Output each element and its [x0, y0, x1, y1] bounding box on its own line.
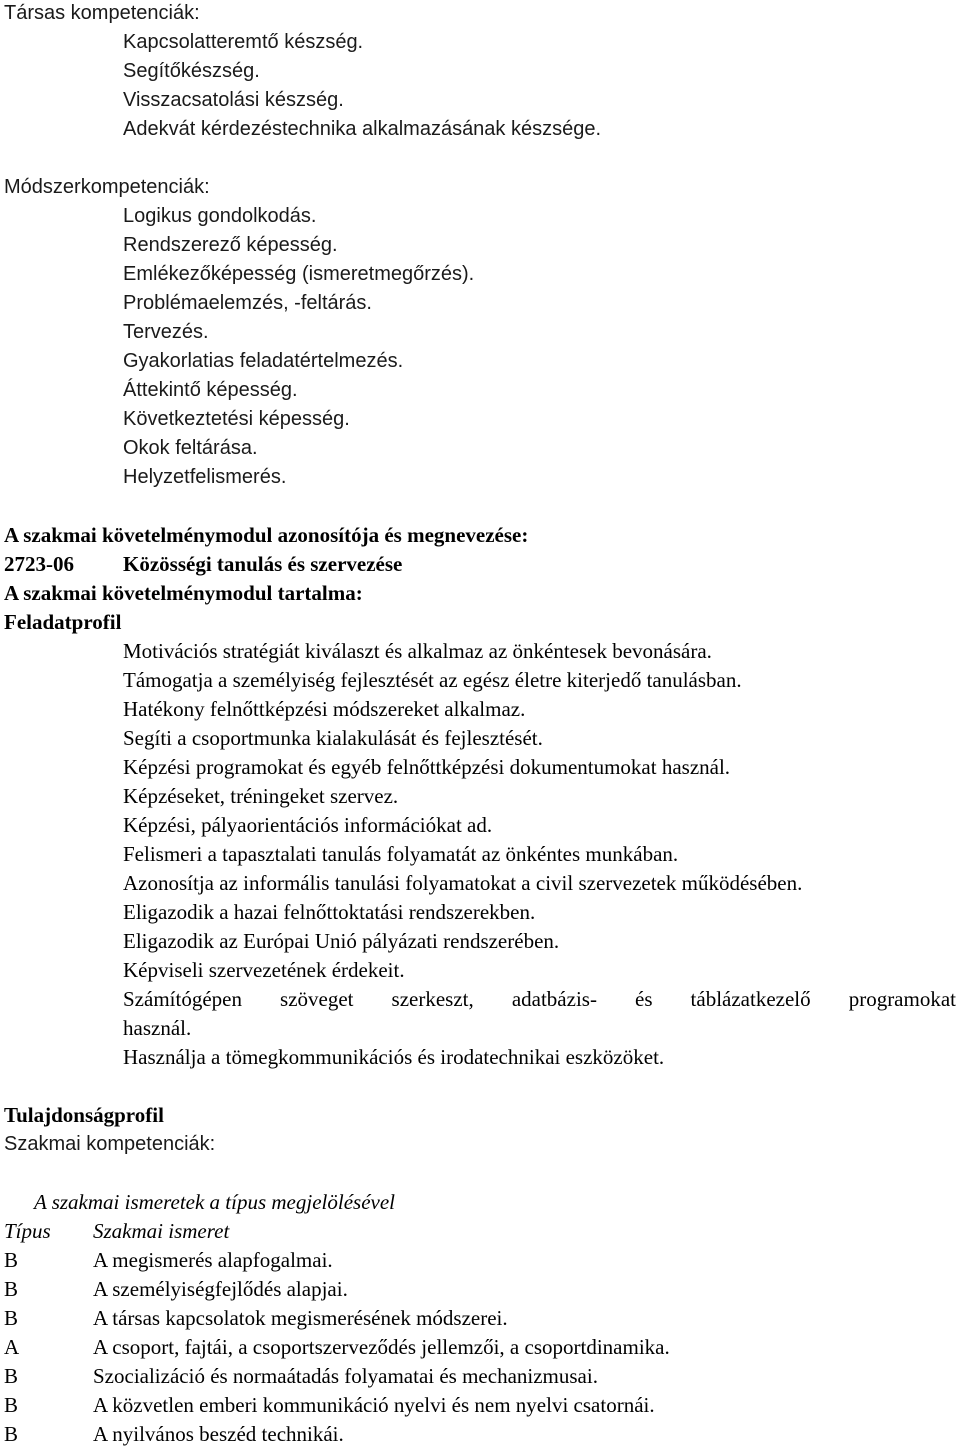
table-header-type: Típus [4, 1219, 51, 1243]
method-competence-item: Rendszerező képesség. [123, 234, 338, 256]
task-item: Azonosítja az informális tanulási folyamatokat a civil szervezetek működésében. [123, 871, 803, 895]
row-type: B [4, 1306, 19, 1330]
task-item: Hatékony felnőttképzési módszereket alkalmaz. [123, 697, 526, 721]
task-item: Felismeri a tapasztalati tanulás folyamatát az önkéntes munkában. [123, 842, 679, 866]
row-type: A [4, 1335, 20, 1359]
method-competence-item: Tervezés. [123, 321, 209, 343]
task-item: Eligazodik a hazai felnőttoktatási rendszerekben. [123, 900, 536, 924]
row-knowledge: A társas kapcsolatok megismerésének módszerei. [93, 1306, 508, 1330]
task-item: Képzési programokat és egyéb felnőttképzési dokumentumokat használ. [123, 755, 731, 779]
social-competence-item: Visszacsatolási készség. [123, 89, 344, 111]
method-competence-item: Logikus gondolkodás. [123, 205, 317, 227]
task-item: Képzéseket, tréningeket szervez. [123, 784, 399, 808]
method-competences-heading: Módszerkompetenciák: [4, 176, 210, 198]
row-type: B [4, 1248, 19, 1272]
method-competence-item: Problémaelemzés, -feltárás. [123, 292, 372, 314]
module-content-heading: A szakmai követelménymodul tartalma: [4, 581, 363, 605]
task-item: Motivációs stratégiát kiválaszt és alkalmaz az önkéntesek bevonására. [123, 639, 712, 663]
task-item: Képzési, pályaorientációs információkat ad. [123, 813, 493, 837]
row-type: B [4, 1277, 19, 1301]
task-item: Segíti a csoportmunka kialakulását és fejlesztését. [123, 726, 543, 750]
task-item: Támogatja a személyiség fejlesztését az egész életre kiterjedő tanulásban. [123, 668, 742, 692]
task-item-long-line2: használ. [123, 1016, 192, 1040]
module-name: Közösségi tanulás és szervezése [123, 552, 403, 576]
row-type: B [4, 1393, 19, 1417]
method-competence-item: Okok feltárása. [123, 437, 258, 459]
method-competence-item: Helyzetfelismerés. [123, 466, 287, 488]
task-profile-heading: Feladatprofil [4, 610, 122, 634]
row-knowledge: Szocializáció és normaátadás folyamatai és mechanizmusai. [93, 1364, 598, 1388]
task-item-long-line1: Számítógépen szöveget szerkeszt, adatbázis- és táblázatkezelő programokat [123, 987, 956, 1011]
social-competence-item: Segítőkészség. [123, 60, 260, 82]
task-item: Eligazodik az Európai Unió pályázati rendszerében. [123, 929, 560, 953]
module-id-heading: A szakmai követelménymodul azonosítója és megnevezése: [4, 523, 529, 547]
task-item: Képviseli szervezetének érdekeit. [123, 958, 405, 982]
row-knowledge: A közvetlen emberi kommunikáció nyelvi és nem nyelvi csatornái. [93, 1393, 655, 1417]
knowledge-table-caption: A szakmai ismeretek a típus megjelölésével [34, 1190, 395, 1214]
social-competence-item: Kapcsolatteremtő készség. [123, 31, 364, 53]
row-knowledge: A személyiségfejlődés alapjai. [93, 1277, 348, 1301]
row-type: B [4, 1422, 19, 1446]
task-item: Használja a tömegkommunikációs és irodatechnikai eszközöket. [123, 1045, 665, 1069]
table-header-knowledge: Szakmai ismeret [93, 1219, 230, 1243]
method-competence-item: Következtetési képesség. [123, 408, 350, 430]
social-competences-heading: Társas kompetenciák: [4, 2, 200, 24]
social-competence-item: Adekvát kérdezéstechnika alkalmazásának készsége. [123, 118, 602, 140]
row-knowledge: A nyilvános beszéd technikái. [93, 1422, 344, 1446]
row-type: B [4, 1364, 19, 1388]
row-knowledge: A csoport, fajtái, a csoportszerveződés jellemzői, a csoportdinamika. [93, 1335, 670, 1359]
method-competence-item: Emlékezőképesség (ismeretmegőrzés). [123, 263, 475, 285]
row-knowledge: A megismerés alapfogalmai. [93, 1248, 333, 1272]
module-code: 2723-06 [4, 552, 74, 576]
method-competence-item: Áttekintő képesség. [123, 379, 298, 401]
property-profile-subheading: Szakmai kompetenciák: [4, 1133, 216, 1155]
property-profile-heading: Tulajdonságprofil [4, 1103, 164, 1127]
method-competence-item: Gyakorlatias feladatértelmezés. [123, 350, 404, 372]
